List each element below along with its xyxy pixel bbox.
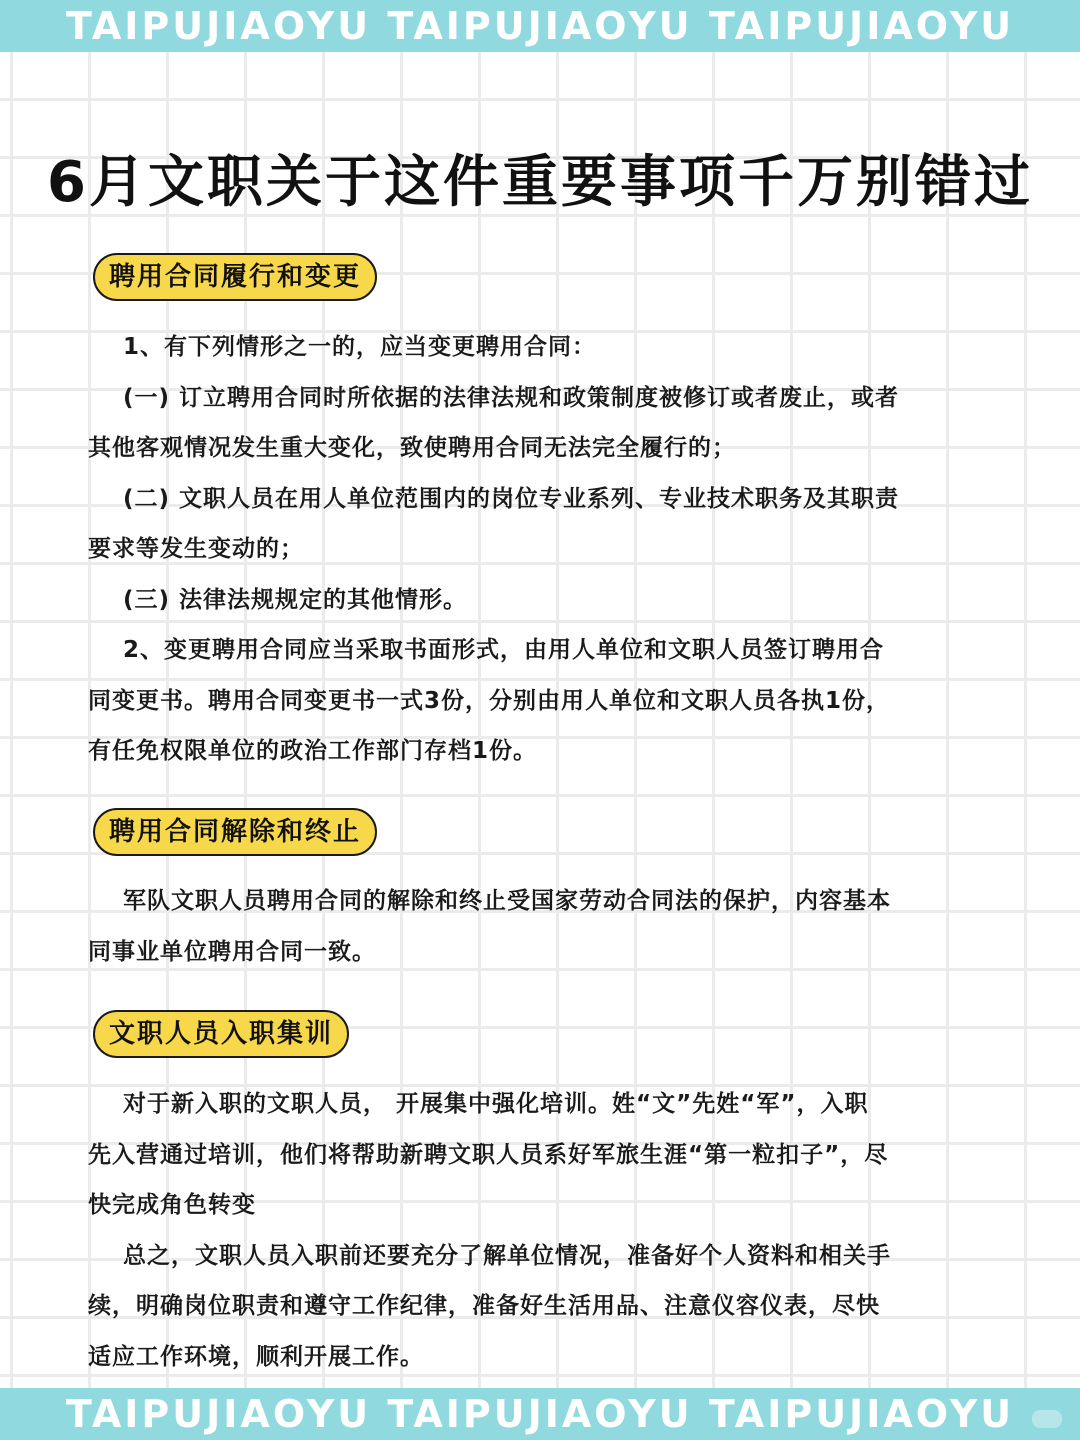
body-line: 有任免权限单位的政治工作部门存档1份。 (88, 738, 538, 764)
watermark-icon (1032, 1410, 1062, 1428)
section-heading-onboarding-training: 文职人员入职集训 (93, 1010, 349, 1058)
bottom-banner: TAIPUJIAOYU TAIPUJIAOYU TAIPUJIAOYU (0, 1388, 1080, 1440)
body-line: 总之，文职人员入职前还要充分了解单位情况，准备好个人资料和相关手 (123, 1242, 891, 1269)
body-line: 对于新入职的文职人员， 开展集中强化培训。姓“文”先姓“军”，入职 (123, 1091, 869, 1117)
body-line: 要求等发生变动的； (88, 536, 304, 562)
body-line: 快完成角色转变 (88, 1192, 256, 1218)
body-line: 续，明确岗位职责和遵守工作纪律，准备好生活用品、注意仪容仪表，尽快 (88, 1293, 880, 1319)
section-body-onboarding-training (88, 1079, 1010, 1382)
body-line: 同事业单位聘用合同一致。 (88, 938, 376, 965)
body-line: (二) 文职人员在用人单位范围内的岗位专业系列、专业技术职务及其职责 (123, 485, 900, 512)
body-line: 2、变更聘用合同应当采取书面形式，由用人单位和文职人员签订聘用合 (123, 637, 885, 663)
body-line: (三) 法律法规规定的其他情形。 (123, 586, 468, 613)
body-line: 1、有下列情形之一的，应当变更聘用合同： (123, 334, 597, 360)
body-line: (一) 订立聘用合同时所依据的法律法规和政策制度被修订或者废止，或者 (123, 384, 900, 411)
body-line: 同变更书。聘用合同变更书一式3份，分别由用人单位和文职人员各执1份， (88, 687, 891, 714)
body-line: 军队文职人员聘用合同的解除和终止受国家劳动合同法的保护，内容基本 (123, 888, 891, 914)
section-body-contract-change (88, 322, 1010, 777)
body-line: 适应工作环境，顺利开展工作。 (88, 1343, 424, 1370)
body-line: 先入营通过培训，他们将帮助新聘文职人员系好军旅生涯“第一粒扣子”，尽 (88, 1141, 889, 1168)
section-heading-contract-change: 聘用合同履行和变更 (93, 253, 377, 301)
top-banner: TAIPUJIAOYU TAIPUJIAOYU TAIPUJIAOYU (0, 0, 1080, 52)
page-title: 6月文职关于这件重要事项千万别错过 (47, 150, 1033, 215)
section-heading-contract-termination: 聘用合同解除和终止 (93, 808, 377, 856)
body-line: 其他客观情况发生重大变化，致使聘用合同无法完全履行的； (88, 435, 736, 461)
section-body-contract-termination (88, 876, 1010, 977)
